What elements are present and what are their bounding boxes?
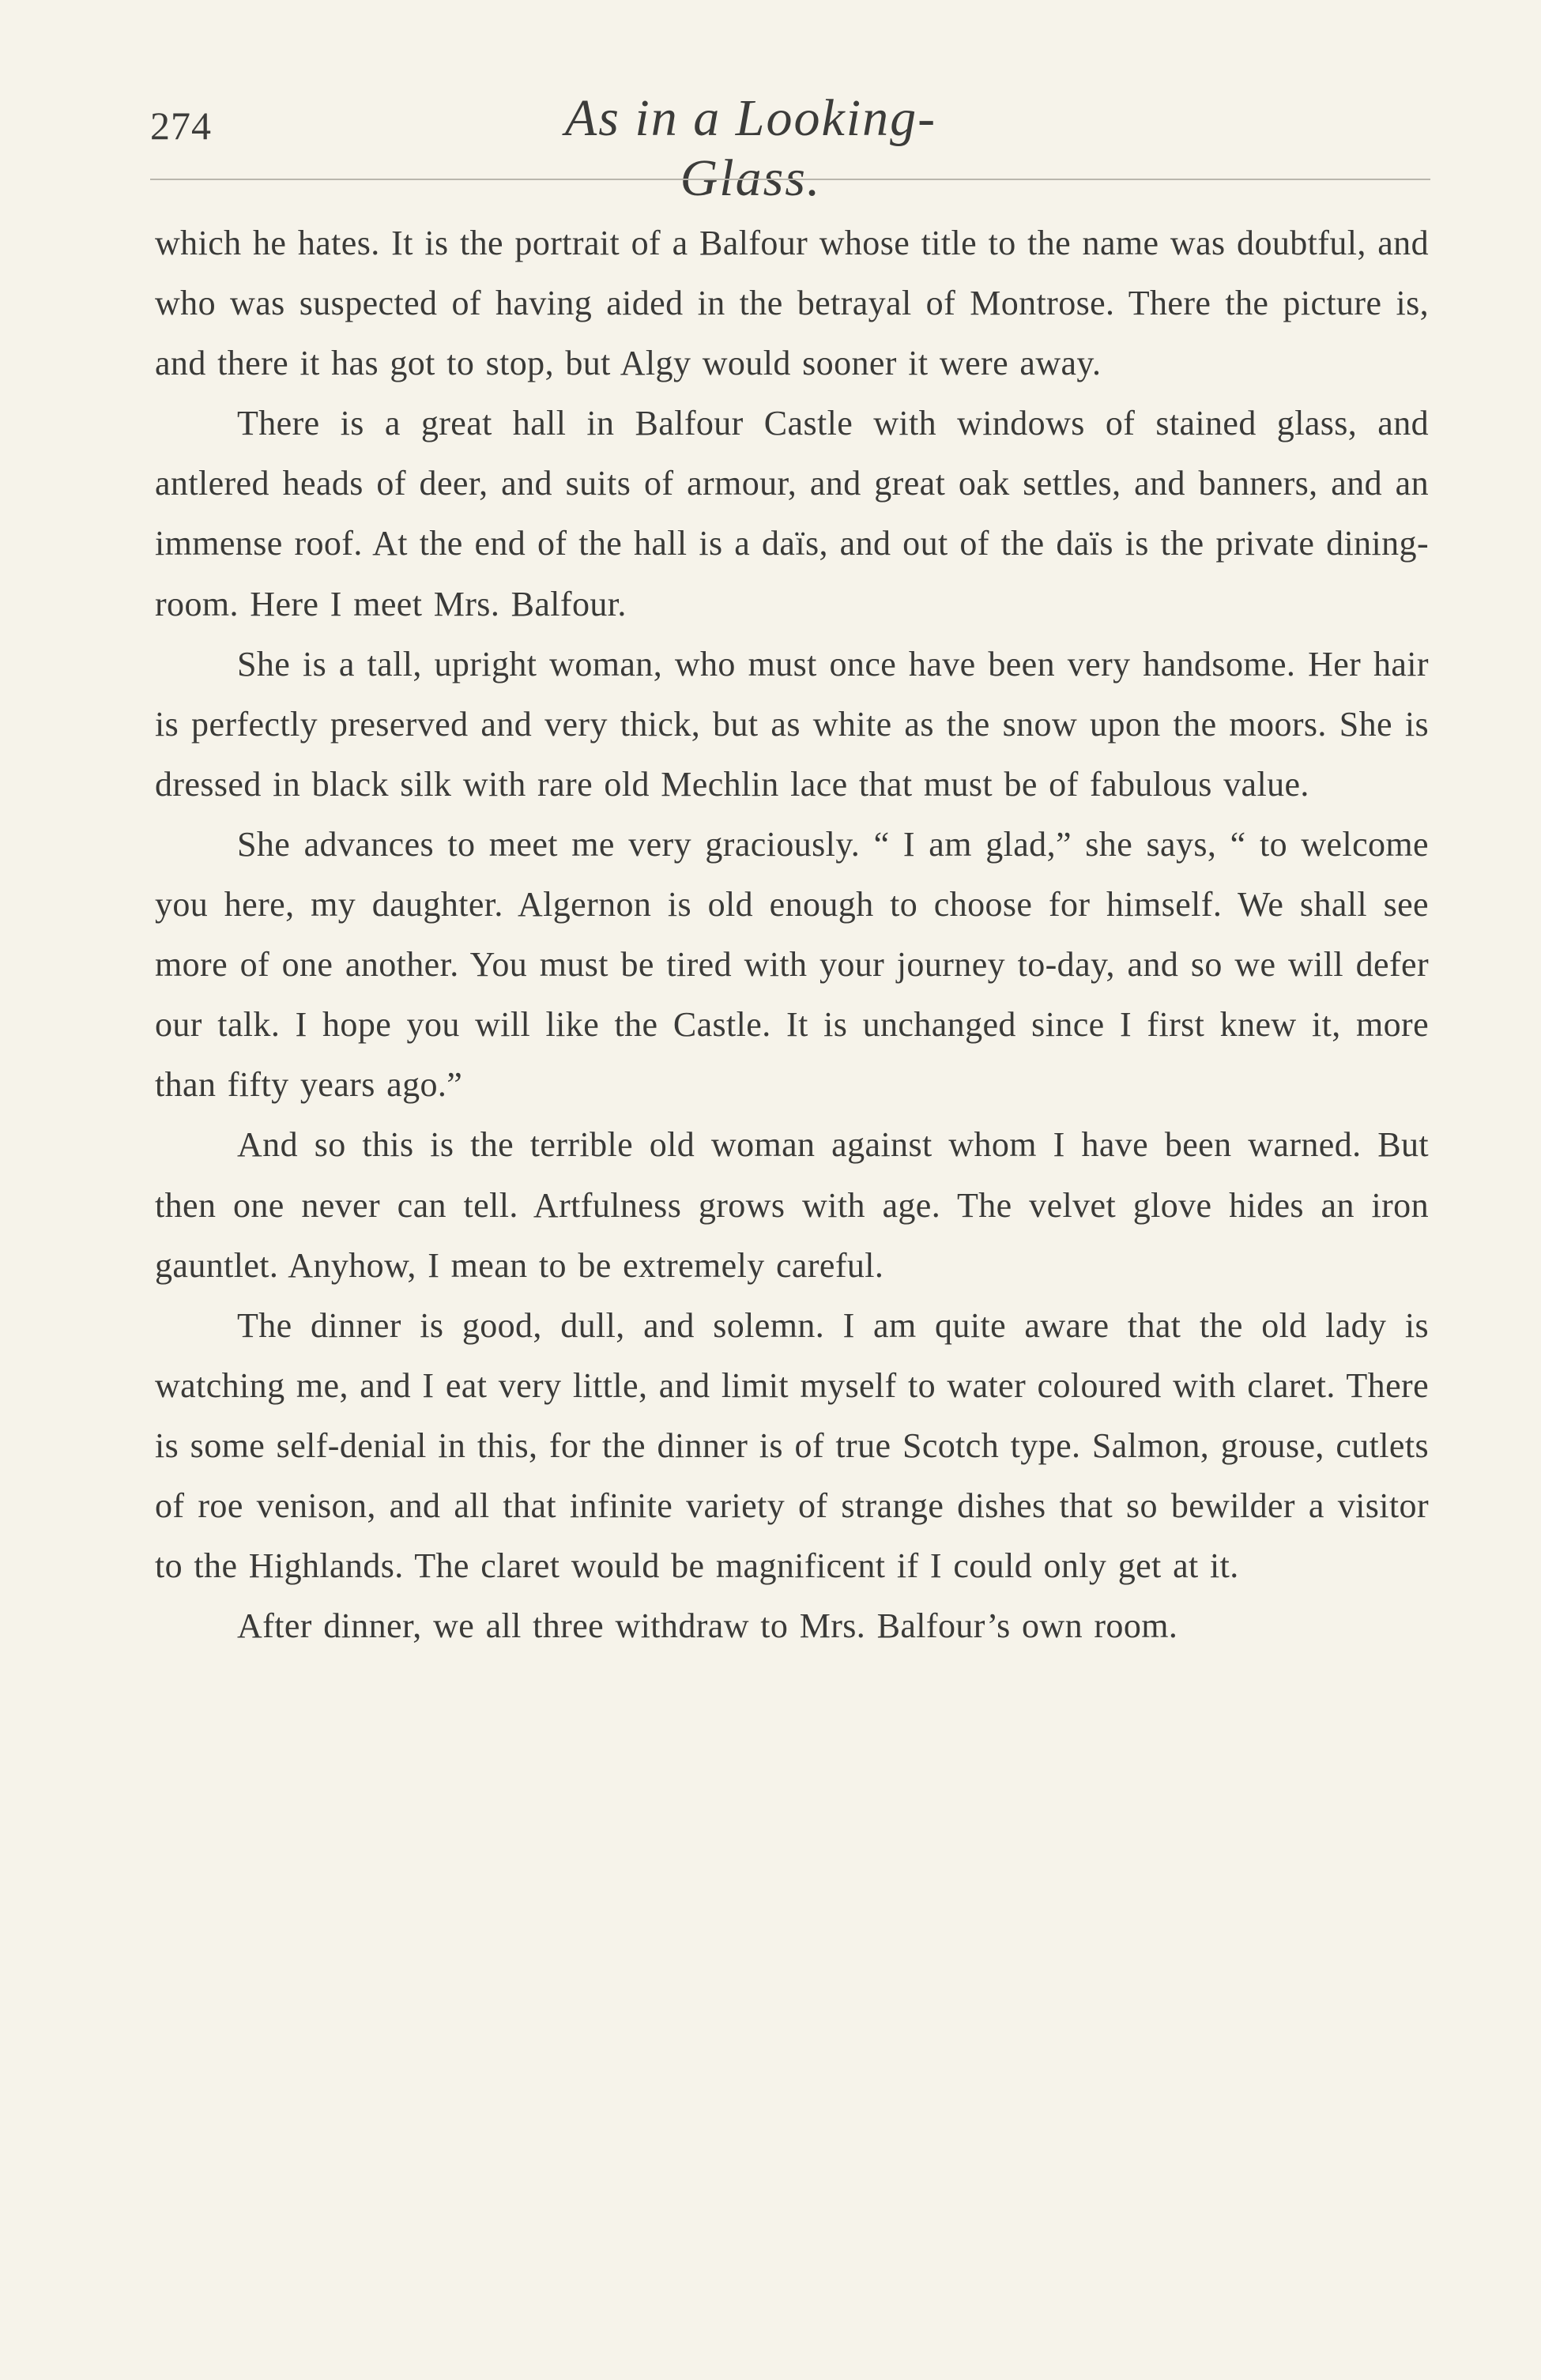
paragraph: After dinner, we all three withdraw to Mrs. Balfour’s own room.: [237, 1606, 1178, 1646]
running-title: As in a Looking-Glass.: [564, 89, 937, 207]
paragraph-continued: which he hates. It is the portrait of a Balfour whose title to the name was doubtful, and who was suspected of having aided in the betrayal of Montrose. There the picture is, and there it has got to stop, but Algy would sooner it were away.: [155, 224, 1429, 383]
page-number: 274: [150, 104, 212, 148]
header-divider: [150, 179, 1430, 180]
paragraph: She advances to meet me very graciously. “ I am glad,” she says, “ to welcome you here, my daughter. Algernon is old enough to choose for himself. We shall see more of one another. You must be tired with your journey to-day, and so we will defer our talk. I hope you will like the Castle. It is unchanged since I first knew it, more than fifty years ago.”: [155, 824, 1429, 1105]
paragraph: She is a tall, upright woman, who must once have been very handsome. Her hair is perfectly preserved and very thick, but as white as the snow upon the moors. She is dressed in black silk with rare old Mechlin lace that must be of fabulous value.: [155, 644, 1429, 804]
body-text: [155, 213, 1429, 1656]
paragraph: There is a great hall in Balfour Castle with windows of stained glass, and antlered heads of deer, and suits of armour, and great oak settles, and banners, and an immense roof. At the end of the hall is a daïs, and out of the daïs is the private dining-room. Here I meet Mrs. Balfour.: [155, 404, 1429, 623]
paragraph: The dinner is good, dull, and solemn. I am quite aware that the old lady is watching me, and I eat very little, and limit myself to water coloured with claret. There is some self-denial in this, for the dinner is of true Scotch type. Salmon, grouse, cutlets of roe venison, and all that infinite variety of strange dishes that so bewilder a visitor to the Highlands. The claret would be magnificent if I could only get at it.: [155, 1305, 1429, 1586]
paragraph: And so this is the terrible old woman against whom I have been warned. But then one never can tell. Artfulness grows with age. The velvet glove hides an iron gauntlet. Anyhow, I mean to be extremely careful.: [155, 1125, 1429, 1285]
page-header: [150, 88, 1430, 207]
